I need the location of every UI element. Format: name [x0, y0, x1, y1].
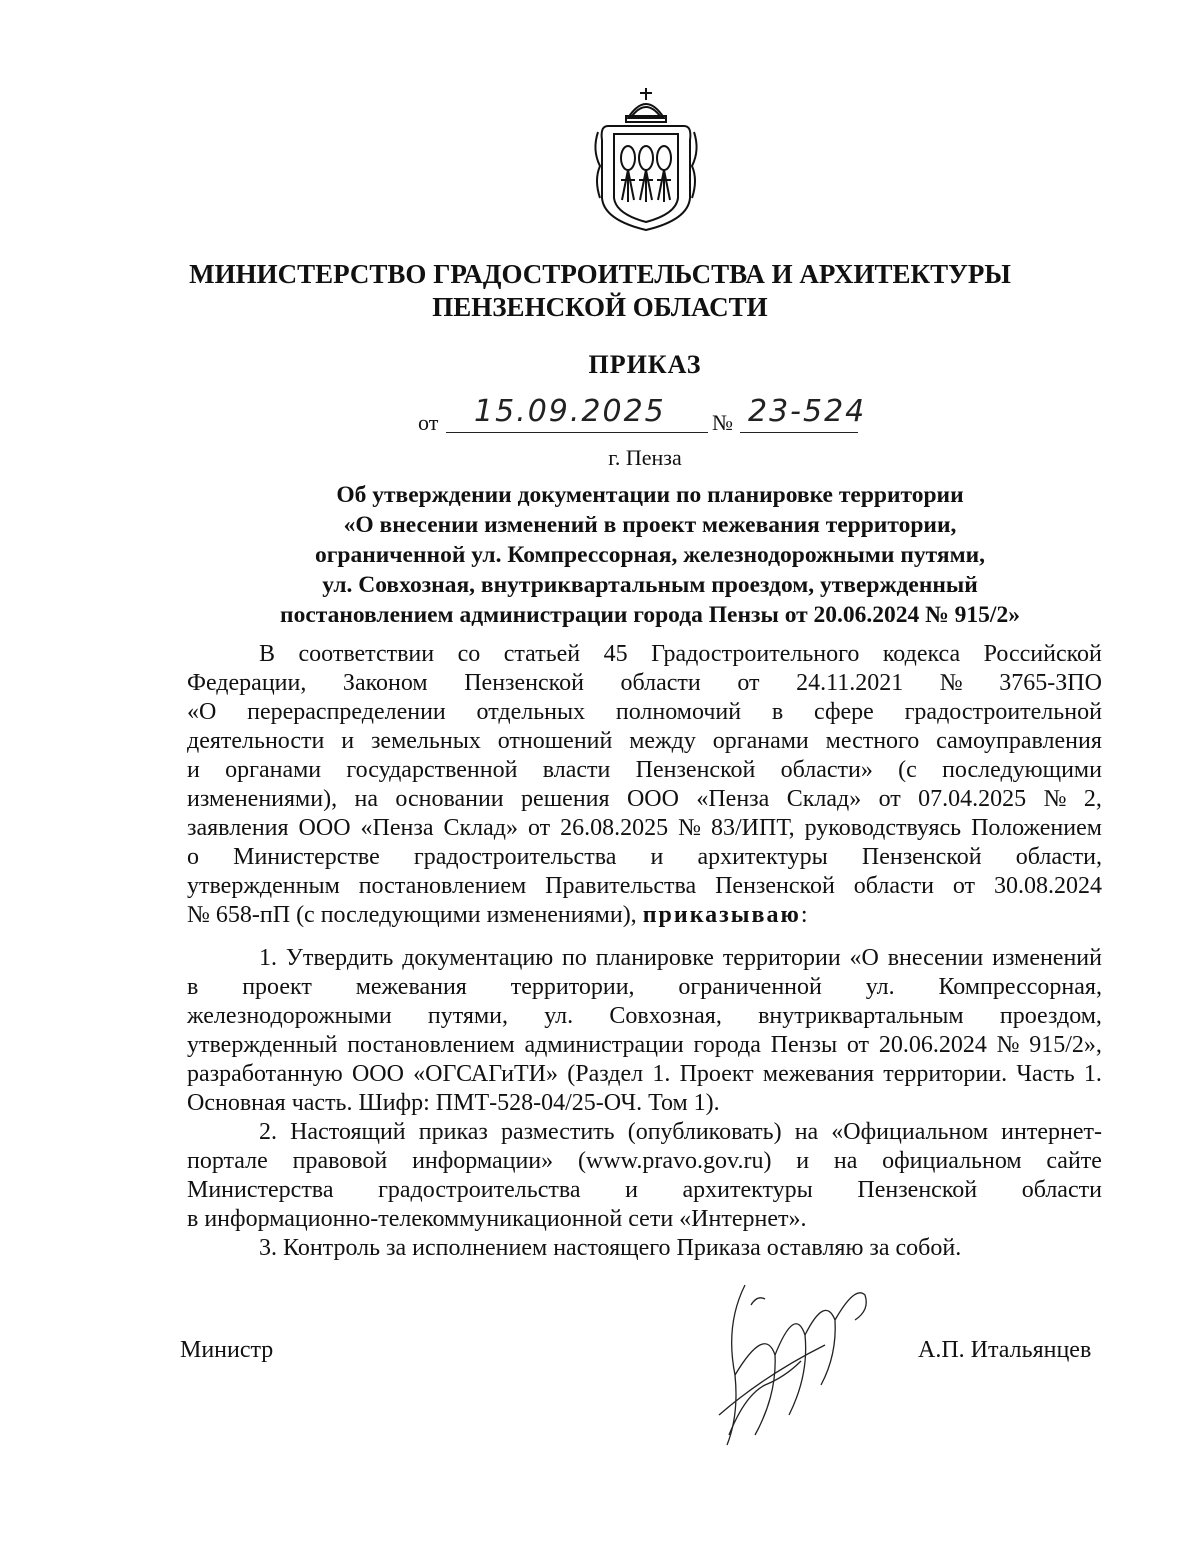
signer-position: Министр — [180, 1337, 274, 1363]
item-line — [187, 1118, 1102, 1147]
word: 07.04.2025 — [918, 786, 1027, 812]
word: и — [187, 757, 200, 783]
word: на — [833, 1148, 858, 1174]
word: Правительства — [545, 873, 697, 899]
word: области — [1021, 1177, 1102, 1203]
word: (опубликовать) — [627, 1119, 782, 1145]
word: 26.08.2025 — [560, 815, 669, 841]
preamble-line — [187, 756, 1102, 785]
word: Пензы — [770, 1032, 838, 1058]
word: утвержденный — [187, 1032, 338, 1058]
word: отношений — [497, 728, 613, 754]
word: на — [354, 786, 378, 812]
word: 3765-ЗПО — [999, 670, 1102, 696]
item-line — [187, 1176, 1102, 1205]
word: разместить — [500, 1119, 615, 1145]
word: (www.pravo.gov.ru) — [577, 1148, 772, 1174]
word: Министерства — [187, 1177, 334, 1203]
word: ограниченной — [678, 974, 822, 1000]
preamble-line — [187, 843, 1102, 872]
word: приказ — [418, 1119, 488, 1145]
item-line — [187, 1060, 1102, 1089]
preamble-line — [187, 640, 1102, 669]
word: 30.08.2024 — [993, 873, 1102, 899]
coat-of-arms-emblem — [590, 80, 702, 235]
date-value-handwritten: 15.09.2025 — [474, 394, 666, 429]
word: «ОГСАГиТИ» — [413, 1061, 559, 1087]
word: органами — [225, 757, 322, 783]
preamble-line — [187, 814, 1102, 843]
word: информации» — [412, 1148, 554, 1174]
word: соответствии — [298, 641, 435, 667]
word: Положением — [971, 815, 1102, 841]
word: изменениями), — [187, 786, 338, 812]
word: Компрессорная, — [938, 974, 1102, 1000]
word: кодекса — [882, 641, 961, 667]
city-label: г. Пенза — [608, 445, 682, 470]
word: последующими — [942, 757, 1102, 783]
word: и — [796, 1148, 810, 1174]
word: государственной — [346, 757, 518, 783]
word: межевания — [355, 974, 467, 1000]
word: основании — [395, 786, 504, 812]
word: Российской — [983, 641, 1102, 667]
word: № — [996, 1032, 1020, 1058]
word: от — [527, 815, 551, 841]
word: (Раздел — [567, 1061, 644, 1087]
word: архитектуры — [682, 1177, 813, 1203]
order-command-colon: : — [800, 902, 808, 928]
word: органами — [712, 728, 809, 754]
subject-line: Об утверждении документации по планировке территории — [336, 482, 964, 508]
word: полномочий — [615, 699, 742, 725]
word: официальном — [882, 1148, 1022, 1174]
word: территории. — [883, 1061, 1008, 1087]
word: ООО — [351, 1061, 404, 1087]
word: области — [620, 670, 701, 696]
item-line — [187, 973, 1102, 1002]
word: местного — [825, 728, 920, 754]
word: Проект — [679, 1061, 754, 1087]
word: № — [1043, 786, 1067, 812]
word: земельных — [370, 728, 481, 754]
word: от — [846, 1032, 870, 1058]
word: проект — [242, 974, 312, 1000]
word: в — [771, 699, 784, 725]
word: администрации — [524, 1032, 684, 1058]
word: «О — [187, 699, 217, 725]
word: «Пенза — [360, 815, 434, 841]
word: со — [457, 641, 481, 667]
word: (с — [898, 757, 917, 783]
word: 20.06.2024 — [878, 1032, 987, 1058]
word: архитектуры — [697, 844, 828, 870]
ministry-name-line2: ПЕНЗЕНСКОЙ ОБЛАСТИ — [432, 292, 768, 322]
word: Пензенской — [464, 670, 584, 696]
word: «О — [849, 945, 879, 971]
item-line: 3. Контроль за исполнением настоящего Приказа оставляю за собой. — [259, 1235, 962, 1261]
word: города — [693, 1032, 761, 1058]
word: руководствуясь — [804, 815, 962, 841]
word: на — [794, 1119, 819, 1145]
subject-line: ул. Совхозная, внутриквартальным проездом, утвержденный — [322, 572, 978, 598]
word: ул. — [544, 1003, 574, 1029]
word: Пензенской — [635, 757, 756, 783]
word: от — [737, 670, 760, 696]
word: градостроительной — [904, 699, 1102, 725]
item-line: в информационно-телекоммуникационной сети «Интернет». — [187, 1206, 807, 1232]
signer-name: А.П. Итальянцев — [918, 1337, 1092, 1363]
word: путями, — [427, 1003, 508, 1029]
word: отдельных — [476, 699, 586, 725]
word: 2. — [259, 1119, 277, 1145]
order-subject — [0, 480, 1200, 630]
word: ООО — [298, 815, 351, 841]
word: «Пенза — [696, 786, 770, 812]
word: о — [187, 844, 199, 870]
preamble-paragraph — [187, 640, 1102, 930]
word: 83/ИПТ, — [711, 815, 795, 841]
word: решения — [521, 786, 610, 812]
order-items — [187, 944, 1102, 1263]
word: градостроительства — [378, 1177, 581, 1203]
word: Пензенской — [861, 844, 982, 870]
preamble-last-line — [187, 901, 1102, 930]
subject-line: «О внесении изменений в проект межевания территории, — [343, 512, 957, 538]
word: проездом, — [999, 1003, 1102, 1029]
word: и — [341, 728, 355, 754]
word: заявления — [187, 815, 289, 841]
word: документацию — [402, 945, 554, 971]
subject-line: постановлением администрации города Пензы от 20.06.2024 № 915/2» — [280, 602, 1020, 628]
order-command-word: приказываю — [642, 902, 801, 928]
word: ул. — [865, 974, 895, 1000]
preamble-line — [187, 669, 1102, 698]
word: между — [629, 728, 696, 754]
ministry-name-line1: МИНИСТЕРСТВО ГРАДОСТРОИТЕЛЬСТВА И АРХИТЕКТУРЫ — [189, 259, 1011, 289]
word: перераспределении — [247, 699, 446, 725]
word: самоуправления — [936, 728, 1102, 754]
preamble-line — [187, 872, 1102, 901]
word: Склад» — [786, 786, 862, 812]
word: от — [952, 873, 976, 899]
word: железнодорожными — [187, 1003, 392, 1029]
word: 1. — [259, 945, 277, 971]
word: разработанную — [187, 1061, 343, 1087]
word: области — [853, 873, 934, 899]
word: В — [259, 641, 276, 667]
word: Министерстве — [233, 844, 380, 870]
date-label: от — [418, 410, 439, 435]
word: постановлением — [358, 873, 527, 899]
word: территории, — [510, 974, 635, 1000]
word: области» — [780, 757, 873, 783]
number-underline — [740, 432, 858, 433]
word: 1. — [1083, 1061, 1102, 1087]
item-line — [187, 1147, 1102, 1176]
word: сайте — [1046, 1148, 1102, 1174]
preamble-last-text: № 658-пП (с последующими изменениями), — [187, 902, 637, 928]
word: интернет- — [1001, 1119, 1102, 1145]
word: статьей — [503, 641, 581, 667]
subject-line: ограниченной ул. Компрессорная, железнодорожными путями, — [314, 542, 985, 568]
item-line — [187, 944, 1102, 973]
word: Утвердить — [285, 945, 394, 971]
word: № — [678, 815, 702, 841]
word: № — [939, 670, 963, 696]
preamble-line — [187, 698, 1102, 727]
item-line — [187, 1002, 1102, 1031]
word: Пензенской — [715, 873, 835, 899]
ministry-name — [0, 258, 1200, 324]
word: в — [187, 974, 199, 1000]
preamble-line — [187, 785, 1102, 814]
item-line: Основная часть. Шифр: ПМТ-528-04/25-ОЧ. Том 1). — [187, 1090, 720, 1116]
word: утвержденным — [187, 873, 340, 899]
word: и — [650, 844, 664, 870]
word: Настоящий — [290, 1119, 406, 1145]
word: внесении — [887, 945, 984, 971]
word: от — [878, 786, 901, 812]
word: деятельности — [187, 728, 325, 754]
word: Законом — [342, 670, 428, 696]
word: «Официальном — [831, 1119, 989, 1145]
word: Склад» — [443, 815, 518, 841]
word: 24.11.2021 — [796, 670, 904, 696]
preamble-line — [187, 727, 1102, 756]
word: 2, — [1083, 786, 1102, 812]
word: по — [562, 945, 587, 971]
word: правовой — [292, 1148, 388, 1174]
number-label: № — [712, 410, 733, 435]
word: портале — [187, 1148, 268, 1174]
word: Градостроительного — [651, 641, 860, 667]
word: Пензенской — [857, 1177, 978, 1203]
document-type-title: ПРИКАЗ — [588, 350, 702, 379]
word: 1. — [652, 1061, 671, 1087]
word: и — [625, 1177, 638, 1203]
word: планировке — [595, 945, 714, 971]
word: Совхозная, — [609, 1003, 722, 1029]
word: Федерации, — [187, 670, 307, 696]
word: градостроительства — [413, 844, 617, 870]
word: власти — [542, 757, 611, 783]
word: межевания — [762, 1061, 875, 1087]
word: 915/2», — [1029, 1032, 1102, 1058]
word: постановлением — [347, 1032, 515, 1058]
word: изменений — [992, 945, 1102, 971]
word: внутриквартальным — [758, 1003, 964, 1029]
word: 45 — [603, 641, 628, 667]
word: ООО — [626, 786, 679, 812]
date-underline — [446, 432, 708, 433]
handwritten-signature — [705, 1265, 875, 1455]
number-value-handwritten: 23-524 — [748, 394, 867, 429]
item-line — [187, 1031, 1102, 1060]
word: области, — [1015, 844, 1102, 870]
word: сфере — [814, 699, 874, 725]
word: территории — [722, 945, 841, 971]
word: Часть — [1016, 1061, 1075, 1087]
